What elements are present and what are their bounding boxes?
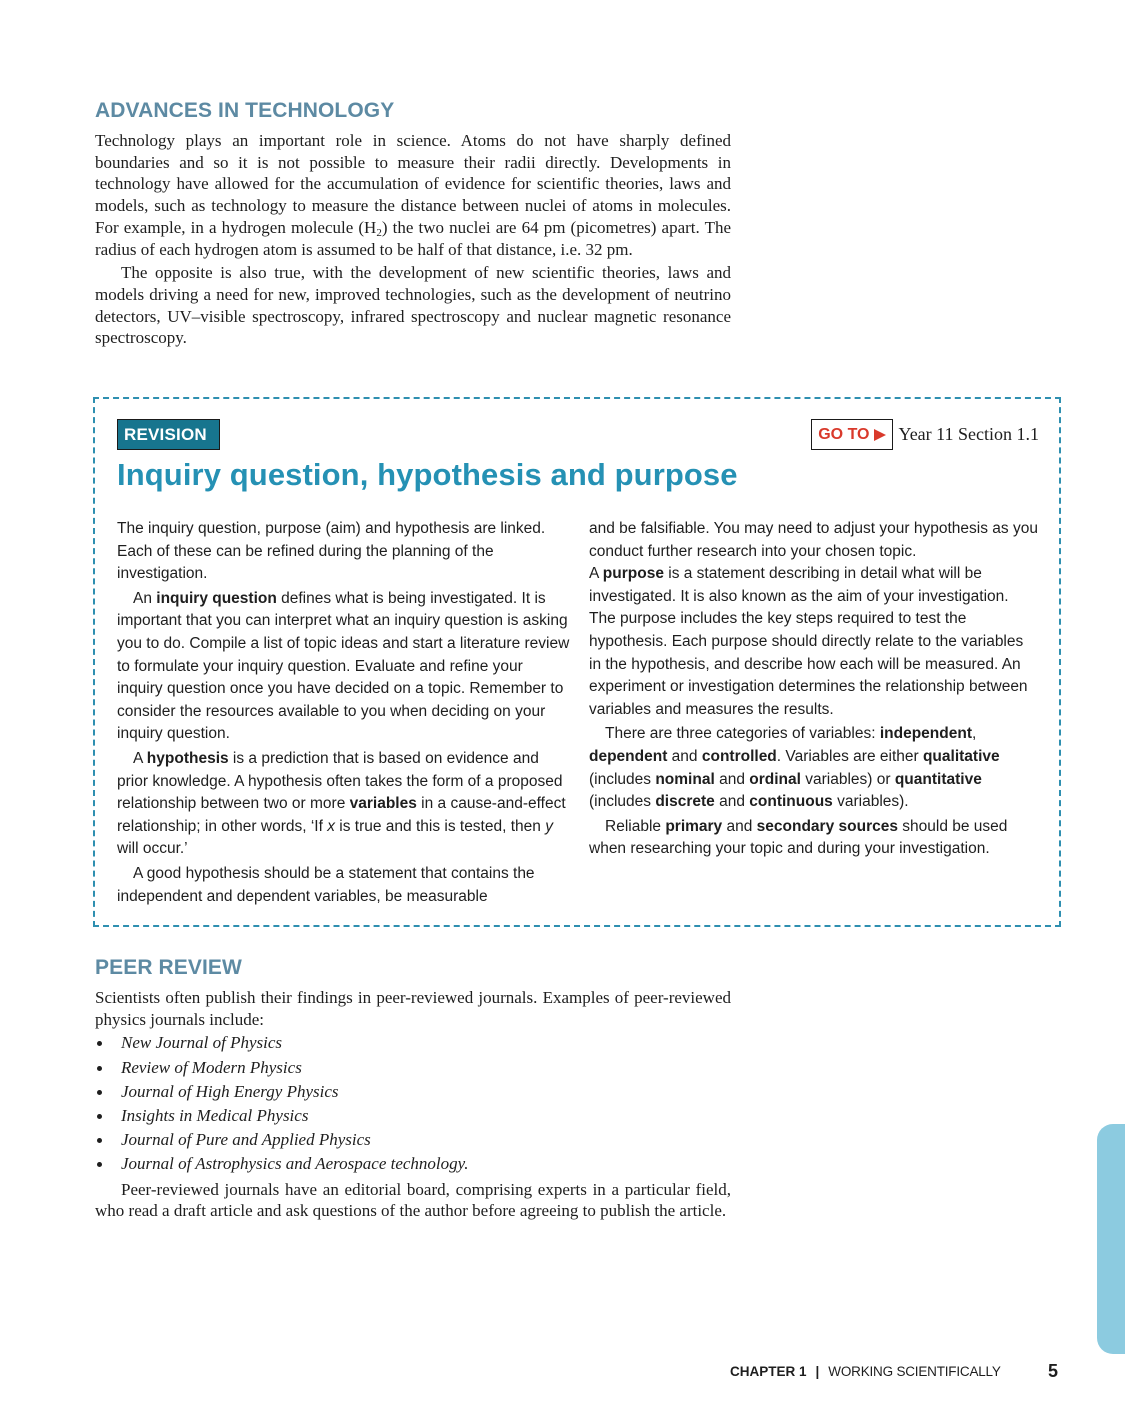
revision-box [93, 397, 1061, 927]
revision-right-p3: Reliable primary and secondary sources should be used when researching your topic and during your investigation. [589, 817, 1008, 858]
list-item: New Journal of Physics [95, 1031, 731, 1055]
list-item: Journal of Astrophysics and Aerospace technology. [95, 1152, 731, 1176]
list-item: Journal of High Energy Physics [95, 1080, 731, 1104]
revision-title: Inquiry question, hypothesis and purpose [117, 457, 738, 492]
list-item: Journal of Pure and Applied Physics [95, 1128, 731, 1152]
peer-review-body [95, 987, 731, 1222]
section-heading-peer-review: PEER REVIEW [95, 956, 242, 979]
list-item: Insights in Medical Physics [95, 1104, 731, 1128]
advances-paragraph-2: The opposite is also true, with the development of new scientific theories, laws and models driving a need for new, improved technologies, such as the development of neutrino detectors, UV–visible spectroscopy, infrared spectroscopy and nuclear magnetic resonance spectroscopy. [95, 263, 731, 348]
advances-body [95, 130, 731, 349]
page-footer [730, 1364, 1001, 1379]
list-item: Review of Modern Physics [95, 1056, 731, 1080]
revision-column-right [589, 518, 1039, 861]
section-heading-advances: ADVANCES IN TECHNOLOGY [95, 99, 395, 122]
goto-button[interactable] [811, 419, 892, 450]
revision-left-p3: A hypothesis is a prediction that is based on evidence and prior knowledge. A hypothesis often takes the form of a proposed relationship between two or more variables in a cause-and-effect relationship; in other words, ‘If x is true and this is tested, then y will occur.’ [117, 749, 566, 858]
footer-chapter: CHAPTER 1 [730, 1364, 807, 1379]
footer-separator: | [815, 1364, 820, 1379]
revision-right-p2: There are three categories of variables: independent, dependent and controlled. Variables are either qualitative (includes nominal and ordinal variables) or quantitative (includes discrete and continuous variables). [589, 725, 1000, 811]
revision-left-p2: An inquiry question defines what is being investigated. It is important that you can interpret what an inquiry question is asking you to do. Compile a list of topic ideas and start a literature review to formulate your inquiry question. Evaluate and refine your inquiry question once you have decided on a topic. Remember to consider the resources available to you when deciding on your inquiry question. [117, 589, 570, 743]
revision-tag: REVISION [117, 419, 220, 450]
arrow-right-icon [874, 429, 886, 441]
advances-paragraph-1: Technology plays an important role in science. Atoms do not have sharply defined boundaries and so it is not possible to measure their radii directly. Developments in technology have allowed for the accumulation of evidence for scientific theories, laws and models, such as technology to measure the distance between nuclei of atoms in molecules. For example, in a hydrogen molecule $(H_2)$ the two nuclei are 64 pm (picometres) apart. The radius of each hydrogen atom is assumed to be half of that distance, i.e. 32 pm. [95, 131, 731, 259]
journal-list [95, 1031, 731, 1176]
goto-label: GO TO [818, 426, 870, 443]
goto-reference[interactable] [811, 419, 1039, 450]
goto-section-ref: Year 11 Section 1.1 [898, 424, 1039, 444]
revision-left-p4: A good hypothesis should be a statement that contains the independent and dependent variables, be measurable [117, 864, 535, 905]
revision-right-p1: and be falsifiable. You may need to adjust your hypothesis as you conduct further research into your chosen topic. A purpose is a statement describing in detail what will be investigated. It is also known as the aim of your investigation. The purpose includes the key steps required to test the hypothesis. Each purpose should directly relate to the variables in the hypothesis, and describe how each will be measured. An experiment or investigation determines the relationship between variables and measures the results. [589, 520, 1038, 718]
revision-column-left [117, 518, 572, 908]
peer-review-intro: Scientists often publish their findings in peer-reviewed journals. Examples of peer-reviewed physics journals include: [95, 988, 731, 1029]
revision-left-p1: The inquiry question, purpose (aim) and hypothesis are linked. Each of these can be refined during the planning of the investigation. [117, 520, 546, 583]
footer-section: WORKING SCIENTIFICALLY [828, 1364, 1001, 1379]
chapter-side-tab [1097, 1124, 1125, 1354]
page-number: 5 [1048, 1361, 1059, 1381]
peer-review-closing: Peer-reviewed journals have an editorial board, comprising experts in a particular field, who read a draft article and ask questions of the author before agreeing to publish the article. [95, 1179, 731, 1221]
